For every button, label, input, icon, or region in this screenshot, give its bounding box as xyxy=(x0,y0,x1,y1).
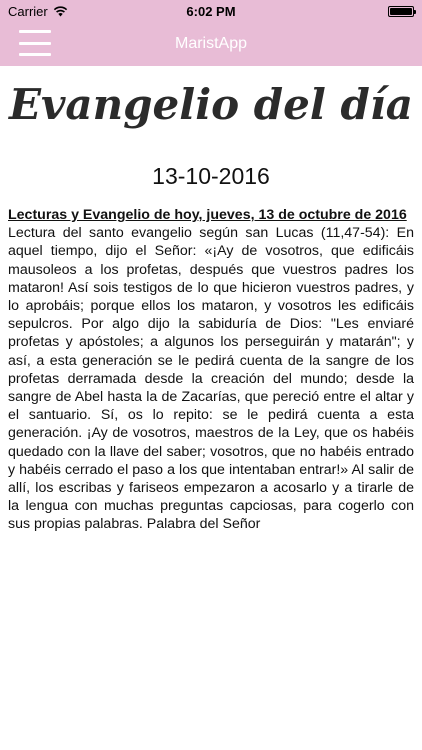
reading-body: Lectura del santo evangelio según san Lucas (11,47-54): En aquel tiempo, dijo el Señor: «¡Ay de vosotros, que edificáis mausoleos a los profetas, después que vuestros padres los mataron! Así sois testigos de lo que hicieron vuestros padres, y lo aprobáis; porque ellos los mataron, y vosotros les edificáis sepulcros. Por algo dijo la sabiduría de Dios: "Les enviaré profetas y apóstoles; a algunos los perseguirán y matarán"; y así, a esta generación se le pedirá cuenta de la sangre de los profetas derramada desde la creación del mundo; desde la sangre de Abel hasta la de Zacarías, que pereció entre el altar y el santuario. Sí, os lo repito: se le pedirá cuenta a esta generación. ¡Ay de vosotros, maestros de la Ley, que os habéis quedado con la llave del saber; vosotros, que no habéis entrado y habéis cerrado el paso a los que intentaban entrar!» Al salir de allí, los escribas y fariseos empezaron a acosarlo y a tirarle de la lengua con muchas preguntas capciosas, para cogerlo con sus propias palabras. Palabra del Señor xyxy=(8,225,414,533)
carrier-label: Carrier xyxy=(8,3,48,19)
page-title: Evangelio del día xyxy=(8,80,413,129)
battery-level xyxy=(390,8,412,15)
menu-line xyxy=(19,42,51,45)
reading-heading: Lecturas y Evangelio de hoy, jueves, 13 de octubre de 2016 xyxy=(8,207,407,223)
nav-title: MaristApp xyxy=(174,35,248,52)
status-right xyxy=(388,6,414,17)
navigation-bar xyxy=(0,22,422,66)
menu-line xyxy=(19,53,51,56)
status-bar xyxy=(0,0,422,22)
status-time: 6:02 PM xyxy=(186,3,236,19)
status-left xyxy=(8,4,68,19)
reading-content xyxy=(8,206,414,534)
battery-icon xyxy=(388,6,414,17)
wifi-icon xyxy=(53,6,68,17)
hamburger-menu-icon[interactable] xyxy=(19,30,51,56)
menu-line xyxy=(19,30,51,33)
reading-date: 13-10-2016 xyxy=(152,163,270,189)
